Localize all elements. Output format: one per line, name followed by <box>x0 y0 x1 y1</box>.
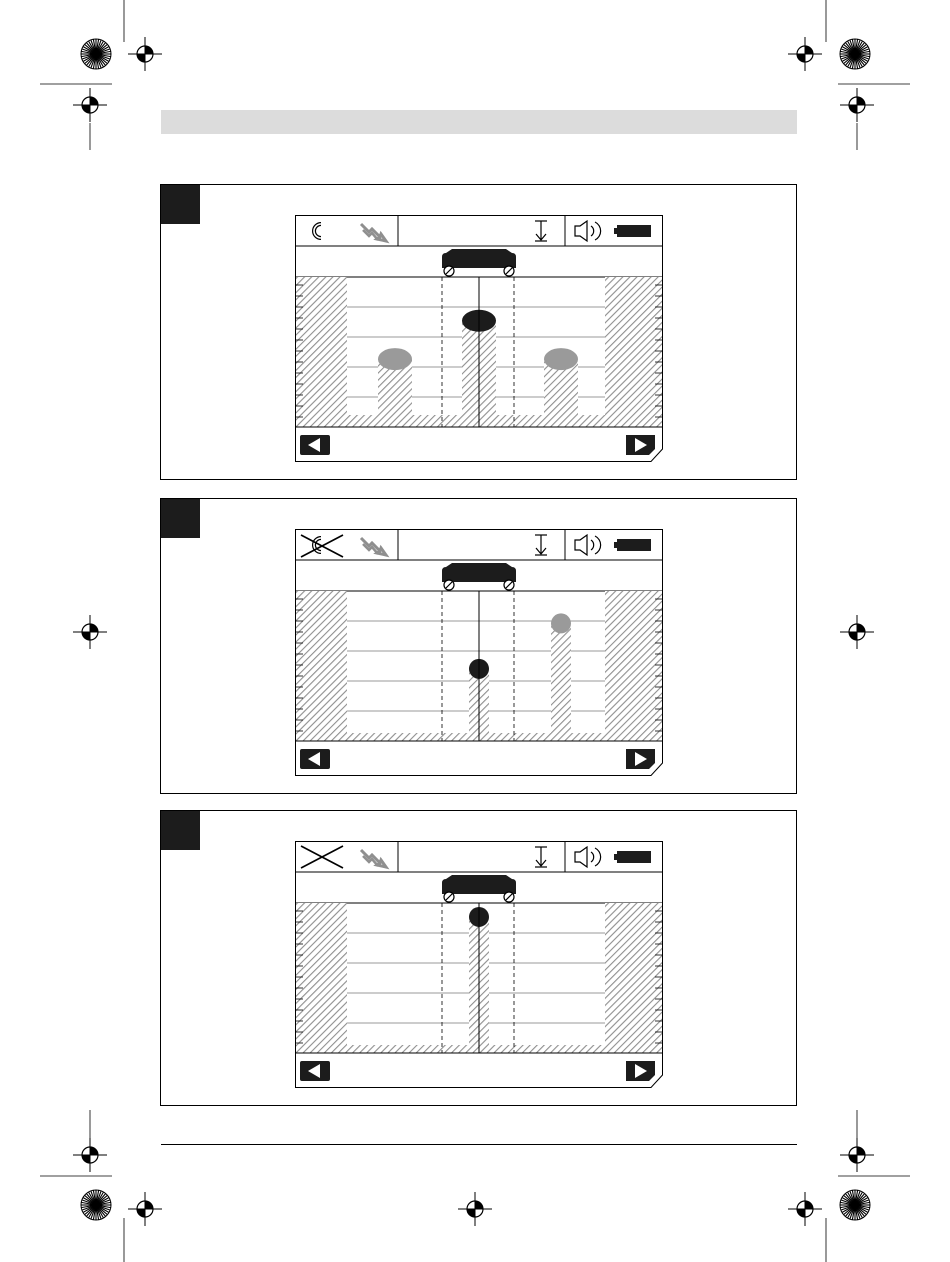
panel-tab <box>161 185 200 224</box>
display-screen <box>295 529 663 776</box>
panel-tab <box>161 499 200 538</box>
battery-full-icon <box>614 225 651 237</box>
object-marker <box>551 613 571 633</box>
panel-3 <box>160 810 797 1106</box>
signal-column <box>551 623 571 741</box>
hatched-zone <box>296 277 347 427</box>
arrow-left-icon <box>300 749 330 769</box>
hatched-zone <box>605 903 662 1053</box>
battery-full-icon <box>614 539 651 551</box>
header-band <box>161 110 797 134</box>
hatched-zone <box>296 591 347 741</box>
detected-object-right <box>544 348 578 427</box>
panel-2 <box>160 498 797 794</box>
starburst-mark <box>840 39 870 69</box>
registration-target <box>840 615 874 649</box>
registration-target <box>458 1192 492 1226</box>
battery-full-icon <box>614 851 651 863</box>
registration-target <box>73 88 107 122</box>
registration-target <box>73 1138 107 1172</box>
panel-1 <box>160 184 797 480</box>
arrow-left-icon <box>300 1061 330 1081</box>
arrow-right-icon <box>626 435 655 455</box>
display-screen <box>295 841 663 1088</box>
hatched-zone <box>296 903 347 1053</box>
arrow-left-icon <box>300 435 330 455</box>
hatched-zone <box>605 591 662 741</box>
footer-rule <box>161 1144 797 1145</box>
hatched-zone <box>605 277 662 427</box>
starburst-mark <box>81 1190 111 1220</box>
arrow-right-icon <box>626 749 655 769</box>
registration-target <box>788 1192 822 1226</box>
detected-object-left <box>378 348 412 427</box>
registration-target <box>788 37 822 71</box>
object-marker <box>544 348 578 370</box>
starburst-mark <box>840 1190 870 1220</box>
registration-target <box>128 37 162 71</box>
registration-target <box>840 1138 874 1172</box>
arrow-right-icon <box>626 1061 655 1081</box>
detected-object-right <box>551 613 571 741</box>
display-screen <box>295 215 663 462</box>
starburst-mark <box>81 39 111 69</box>
registration-target <box>840 88 874 122</box>
panel-tab <box>161 811 200 850</box>
registration-target <box>73 615 107 649</box>
registration-target <box>128 1192 162 1226</box>
object-marker <box>378 348 412 370</box>
